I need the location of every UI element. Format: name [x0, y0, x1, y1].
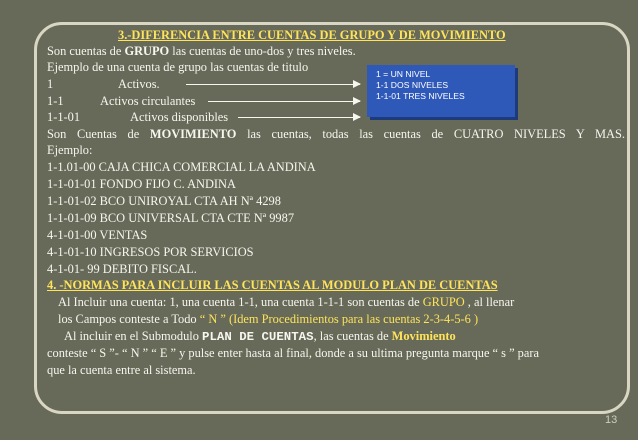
- example-group-code: 1-1: [47, 94, 64, 108]
- account-line: 4-1-01- 99 DEBITO FISCAL.: [47, 262, 197, 276]
- norm-line: conteste “ S ”- “ N ” “ E ” y pulse enter hasta al final, donde a su ultima pregunta marque “ s ” para: [47, 346, 539, 360]
- account-line: 1-1-01-02 BCO UNIROYAL CTA AH Nª 4298: [47, 194, 281, 208]
- account-line: 1-1.01-00 CAJA CHICA COMERCIAL LA ANDINA: [47, 160, 316, 174]
- arrow-icon: [186, 84, 360, 85]
- norm-line: que la cuenta entre al sistema.: [47, 363, 196, 377]
- account-line: 1-1-01-09 BCO UNIVERSAL CTA CTE Nª 9987: [47, 211, 295, 225]
- grupo-definition: Son cuentas de GRUPO las cuentas de uno-dos y tres niveles.: [47, 44, 356, 58]
- grupo-example-intro: Ejemplo de una cuenta de grupo las cuentas de titulo: [47, 60, 309, 74]
- levels-callout-box: [367, 65, 515, 117]
- arrow-icon: [208, 101, 360, 102]
- example-group-name: Activos disponibles: [130, 110, 229, 124]
- account-line: 4-1-01-10 INGRESOS POR SERVICIOS: [47, 245, 254, 259]
- levels-item: 1-1-01 TRES NIVELES: [376, 91, 465, 101]
- example-group-name: Activos.: [118, 77, 160, 91]
- norm-line: Al incluir en el Submodulo PLAN DE CUENTAS, las cuentas de Movimiento: [64, 329, 456, 344]
- levels-item: 1-1 DOS NIVELES: [376, 80, 449, 90]
- account-line: 4-1-01-00 VENTAS: [47, 228, 148, 242]
- levels-item: 1 = UN NIVEL: [376, 69, 431, 79]
- example-group-name: Activos circulantes: [100, 94, 196, 108]
- ejemplo-label: Ejemplo:: [47, 143, 93, 157]
- arrow-icon: [238, 117, 360, 118]
- movimiento-definition: Son Cuentas de MOVIMIENTO las cuentas, todas las cuentas de CUATRO NIVELES Y MAS.: [47, 127, 625, 141]
- section-4-title: 4. -NORMAS PARA INCLUIR LAS CUENTAS AL MODULO PLAN DE CUENTAS: [47, 278, 498, 292]
- section-3-title: 3.-DIFERENCIA ENTRE CUENTAS DE GRUPO Y DE MOVIMIENTO: [118, 28, 506, 42]
- norm-line: los Campos conteste a Todo “ N ” (Idem Procedimientos para las cuentas 2-3-4-5-6 ): [58, 312, 479, 326]
- account-line: 1-1-01-01 FONDO FIJO C. ANDINA: [47, 177, 236, 191]
- example-group-code: 1: [47, 77, 54, 91]
- norm-line: Al Incluir una cuenta: 1, una cuenta 1-1, una cuenta 1-1-1 son cuentas de GRUPO , al llenar: [58, 295, 515, 309]
- page-number: 13: [605, 414, 618, 426]
- example-group-code: 1-1-01: [47, 110, 81, 124]
